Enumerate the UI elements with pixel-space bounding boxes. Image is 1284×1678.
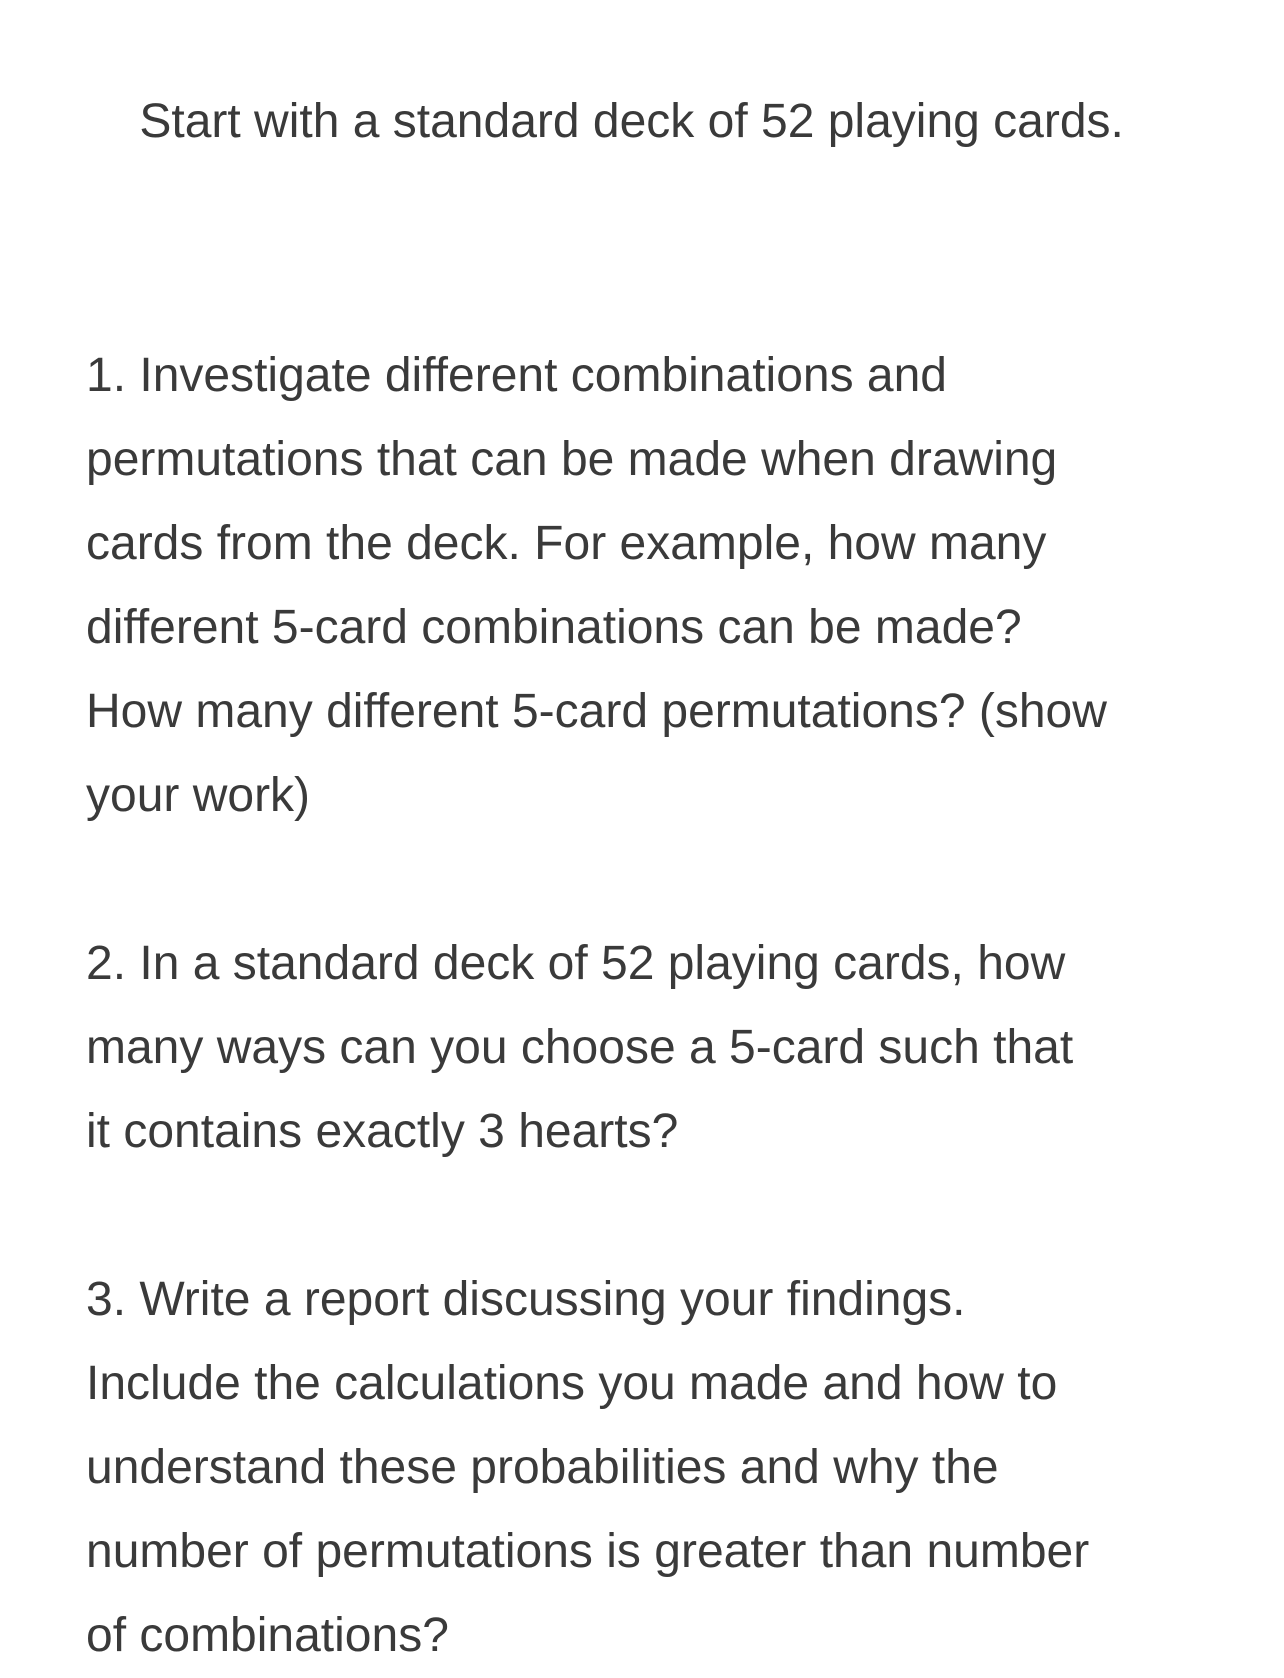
question-1-line-3: cards from the deck. For example, how many bbox=[86, 517, 1047, 570]
question-3-line-3: understand these probabilities and why the bbox=[86, 1441, 999, 1494]
intro-text bbox=[86, 0, 1226, 248]
question-3-line-1: 3. Write a report discussing your findings. bbox=[86, 1273, 966, 1326]
question-2 bbox=[86, 922, 1226, 1174]
document-body bbox=[86, 0, 1226, 1678]
question-1-line-1: 1. Investigate different combinations and bbox=[86, 349, 947, 402]
intro-line: Start with a standard deck of 52 playing cards. bbox=[139, 95, 1124, 148]
question-2-line-1: 2. In a standard deck of 52 playing cards, how bbox=[86, 937, 1066, 990]
question-1-line-5: How many different 5-card permutations? (show bbox=[86, 685, 1107, 738]
question-3-line-5: of combinations? bbox=[86, 1609, 449, 1662]
question-1-line-4: different 5-card combinations can be made? bbox=[86, 601, 1022, 654]
question-2-line-2: many ways can you choose a 5-card such that bbox=[86, 1021, 1074, 1074]
question-1 bbox=[86, 334, 1226, 838]
question-2-line-3: it contains exactly 3 hearts? bbox=[86, 1105, 679, 1158]
question-1-line-6: your work) bbox=[86, 769, 311, 822]
question-1-line-2: permutations that can be made when drawing bbox=[86, 433, 1058, 486]
question-3-line-4: number of permutations is greater than number bbox=[86, 1525, 1090, 1578]
question-3-line-2: Include the calculations you made and how to bbox=[86, 1357, 1058, 1410]
question-3 bbox=[86, 1258, 1226, 1678]
